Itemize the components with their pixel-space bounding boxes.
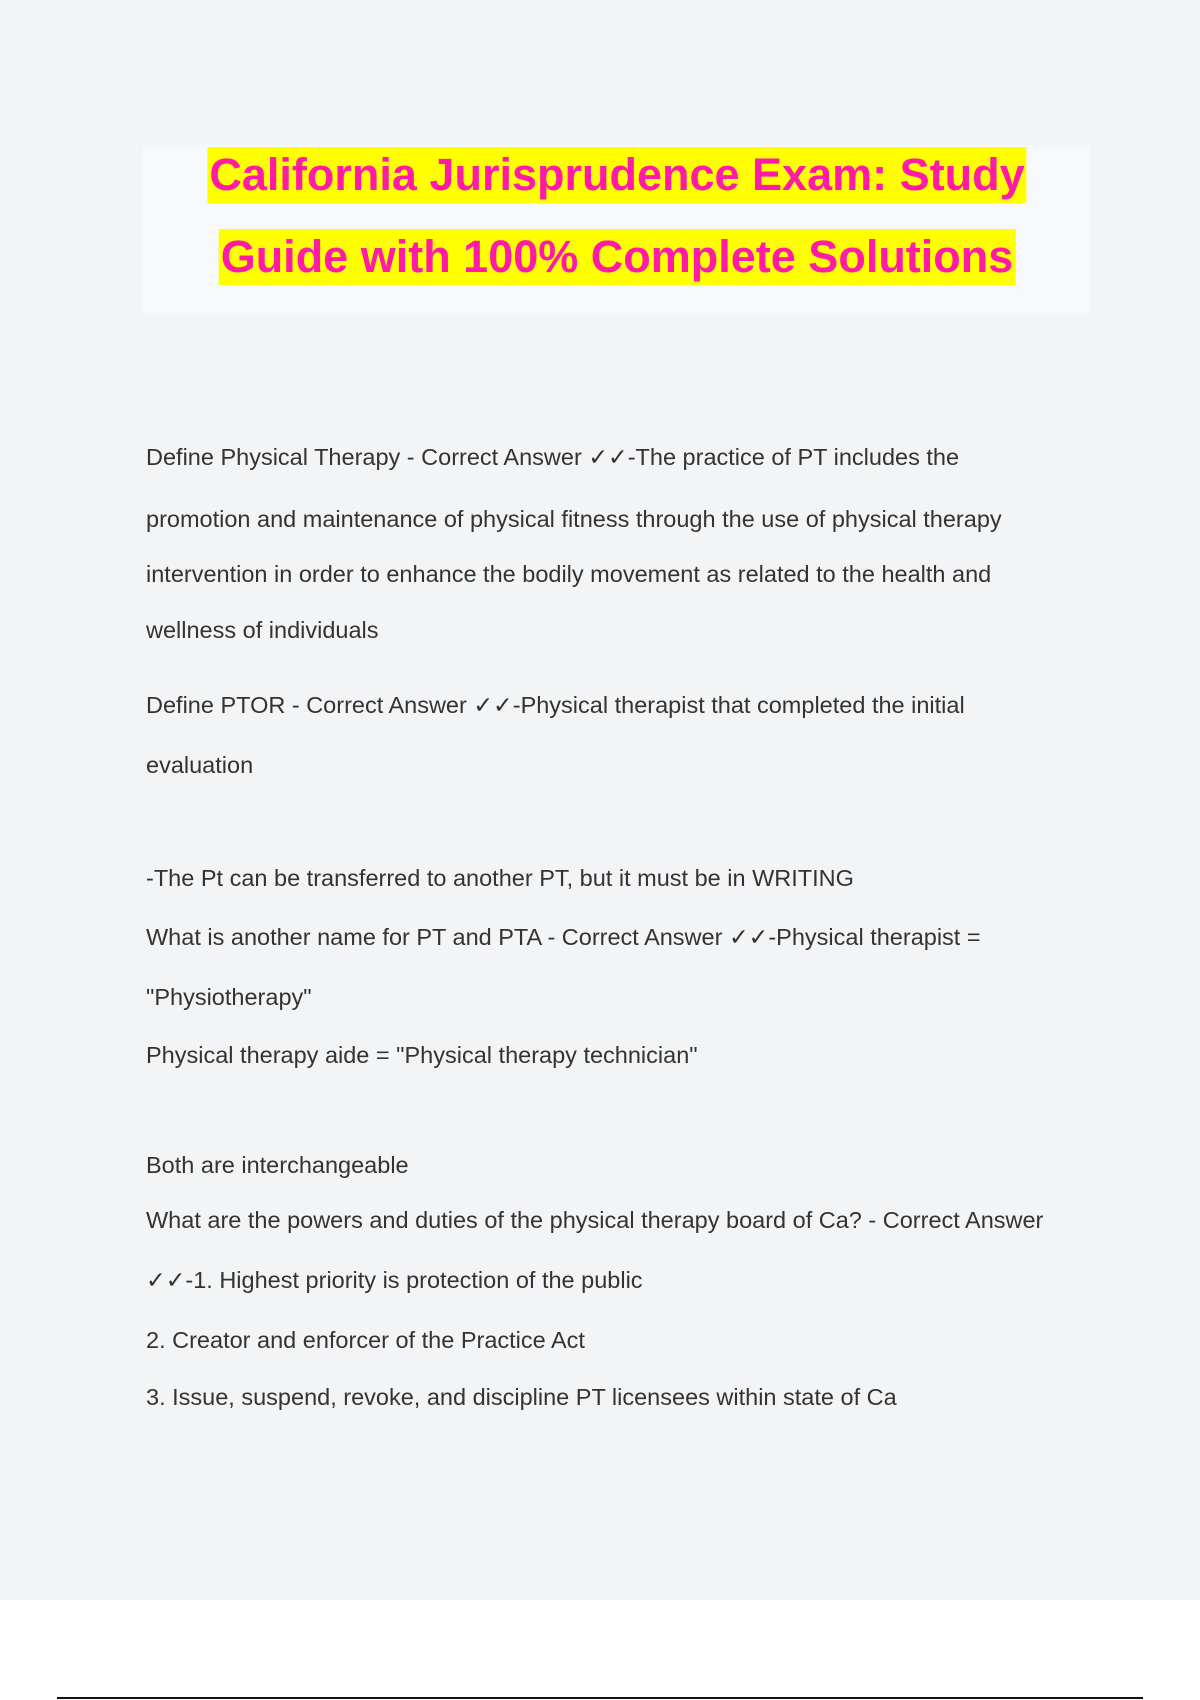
document-title-line-1: California Jurisprudence Exam: Study — [207, 147, 1026, 203]
body-line: What is another name for PT and PTA - Correct Answer ✓✓-Physical therapist = — [146, 924, 981, 950]
body-line: Physical therapy aide = "Physical therapy technician" — [146, 1042, 698, 1068]
body-line: 3. Issue, suspend, revoke, and discipline PT licensees within state of Ca — [146, 1384, 897, 1410]
body-line: 2. Creator and enforcer of the Practice Act — [146, 1327, 585, 1353]
body-line: "Physiotherapy" — [146, 984, 312, 1010]
document-title-line-2: Guide with 100% Complete Solutions — [219, 229, 1016, 285]
body-line: What are the powers and duties of the physical therapy board of Ca? - Correct Answer — [146, 1207, 1044, 1233]
body-line: intervention in order to enhance the bodily movement as related to the health and — [146, 561, 992, 587]
body-line: Both are interchangeable — [146, 1152, 409, 1178]
body-line: wellness of individuals — [146, 617, 379, 643]
footer-divider — [57, 1697, 1143, 1699]
body-line: Define Physical Therapy - Correct Answer ✓✓-The practice of PT includes the — [146, 444, 960, 470]
body-line: ✓✓-1. Highest priority is protection of the public — [146, 1267, 643, 1293]
body-line: Define PTOR - Correct Answer ✓✓-Physical therapist that completed the initial — [146, 692, 965, 718]
body-line: promotion and maintenance of physical fitness through the use of physical therapy — [146, 506, 1002, 532]
body-line: -The Pt can be transferred to another PT, but it must be in WRITING — [146, 865, 854, 891]
title-block — [143, 145, 1091, 313]
body-line: evaluation — [146, 752, 254, 778]
